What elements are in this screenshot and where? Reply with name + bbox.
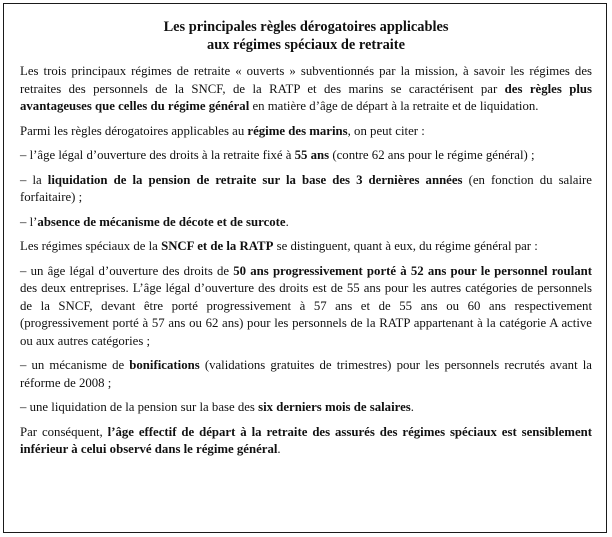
marins-item-liquidation: – la liquidation de la pension de retraite sur la base des 3 dernières années (en fonction du salaire forfaitaire) ;	[20, 172, 592, 204]
marins-item-decote: – l’absence de mécanisme de décote et de surcote.	[20, 214, 289, 229]
sncf-ratp-item-age: – un âge légal d’ouverture des droits de 50 ans progressivement porté à 52 ans pour le personnel roulant des deux entreprises. L’âge légal d’ouverture des droits est de 55 ans pour les autres catégories de personnels de la SNCF, devant être porté progressivement à 57 ans et de 55 ans ou 60 ans respectivement (progressivement porté à 57 ans ou 62 ans) pour les personnels de la RATP appartenant à la catégorie A active ou aux autres catégories ;	[20, 263, 592, 348]
conclusion-paragraph: Par conséquent, l’âge effectif de départ à la retraite des assurés des régimes spéciaux est sensiblement inférieur à celui observé dans le régime général.	[20, 424, 593, 456]
intro-paragraph: Les trois principaux régimes de retraite « ouverts » subventionnés par la mission, à savoir les régimes des retraites des personnels de la SNCF, de la RATP et des marins se caractérisent par des règles plus avantageuses que celles du régime général en matière d’âge de départ à la retraite et de liquidation.	[20, 64, 592, 113]
sncf-ratp-item-bonifications: – un mécanisme de bonifications (validations gratuites de trimestres) pour les personnels recrutés avant la réforme de 2008 ;	[20, 358, 592, 390]
title-line-2: aux régimes spéciaux de retraite	[207, 37, 405, 53]
title-line-1: Les principales règles dérogatoires applicables	[163, 19, 449, 35]
marins-item-age: – l’âge légal d’ouverture des droits à la retraite fixé à 55 ans (contre 62 ans pour le régime général) ;	[20, 148, 535, 162]
sncf-ratp-intro: Les régimes spéciaux de la SNCF et de la RATP se distinguent, quant à eux, du régime général par :	[20, 239, 538, 253]
box-title	[20, 18, 592, 54]
marins-intro: Parmi les règles dérogatoires applicables au régime des marins, on peut citer :	[20, 123, 425, 138]
sncf-ratp-item-liquidation: – une liquidation de la pension sur la base des six derniers mois de salaires.	[20, 400, 414, 414]
encadre-box	[3, 3, 607, 533]
